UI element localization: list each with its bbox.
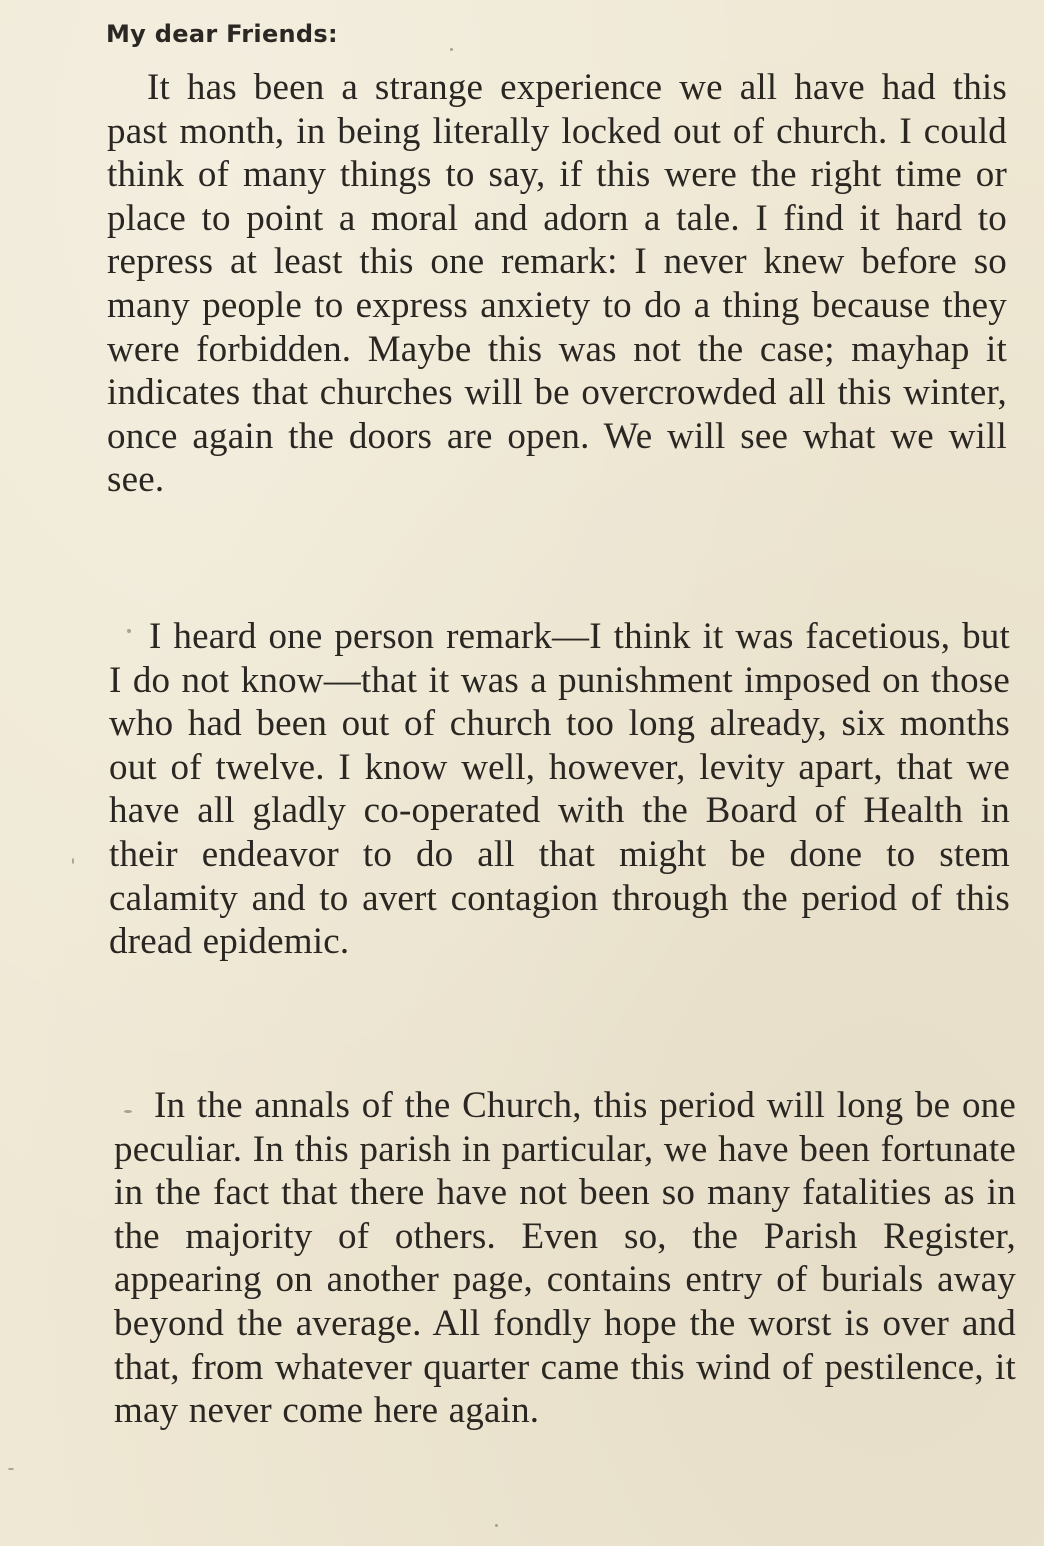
paper-speck — [8, 1468, 14, 1470]
paper-speck — [124, 1110, 132, 1113]
paper-speck — [495, 1524, 498, 1527]
paper-speck — [72, 858, 74, 864]
paragraph-church-annals: In the annals of the Church, this period will long be one peculiar. In this parish in particular, we have been fortunate in the fact that there have not been so many fatalities as in the majority of others. Even so, the Parish Register, appearing on another page, contains entry of burials away beyond the average. All fondly hope the worst is over and that, from whatever quarter came this wind of pestilence, it may never come here again. — [114, 1085, 1016, 1432]
paper-speck — [450, 48, 453, 51]
paper-speck — [127, 629, 131, 633]
paragraph-locked-out: It has been a strange experience we all have had this past month, in being literally locked out of church. I could think of many things to say, if this were the right time or place to point a moral and adorn a tale. I find it hard to repress at least this one remark: I never knew before so many people to express anxiety to do a thing because they were forbidden. Maybe this was not the case; mayhap it indicates that churches will be overcrowded all this winter, once again the doors are open. We will see what we will see. — [107, 67, 1007, 501]
salutation: My dear Friends: — [106, 20, 338, 48]
paragraph-punishment-remark: I heard one person remark—I think it was facetious, but I do not know—that it was a punishment imposed on those who had been out of church too long already, six months out of twelve. I know well, however, levity apart, that we have all gladly co-operated with the Board of Health in their endeavor to do all that might be done to stem calamity and to avert contagion through the period of this dread epidemic. — [109, 616, 1010, 963]
